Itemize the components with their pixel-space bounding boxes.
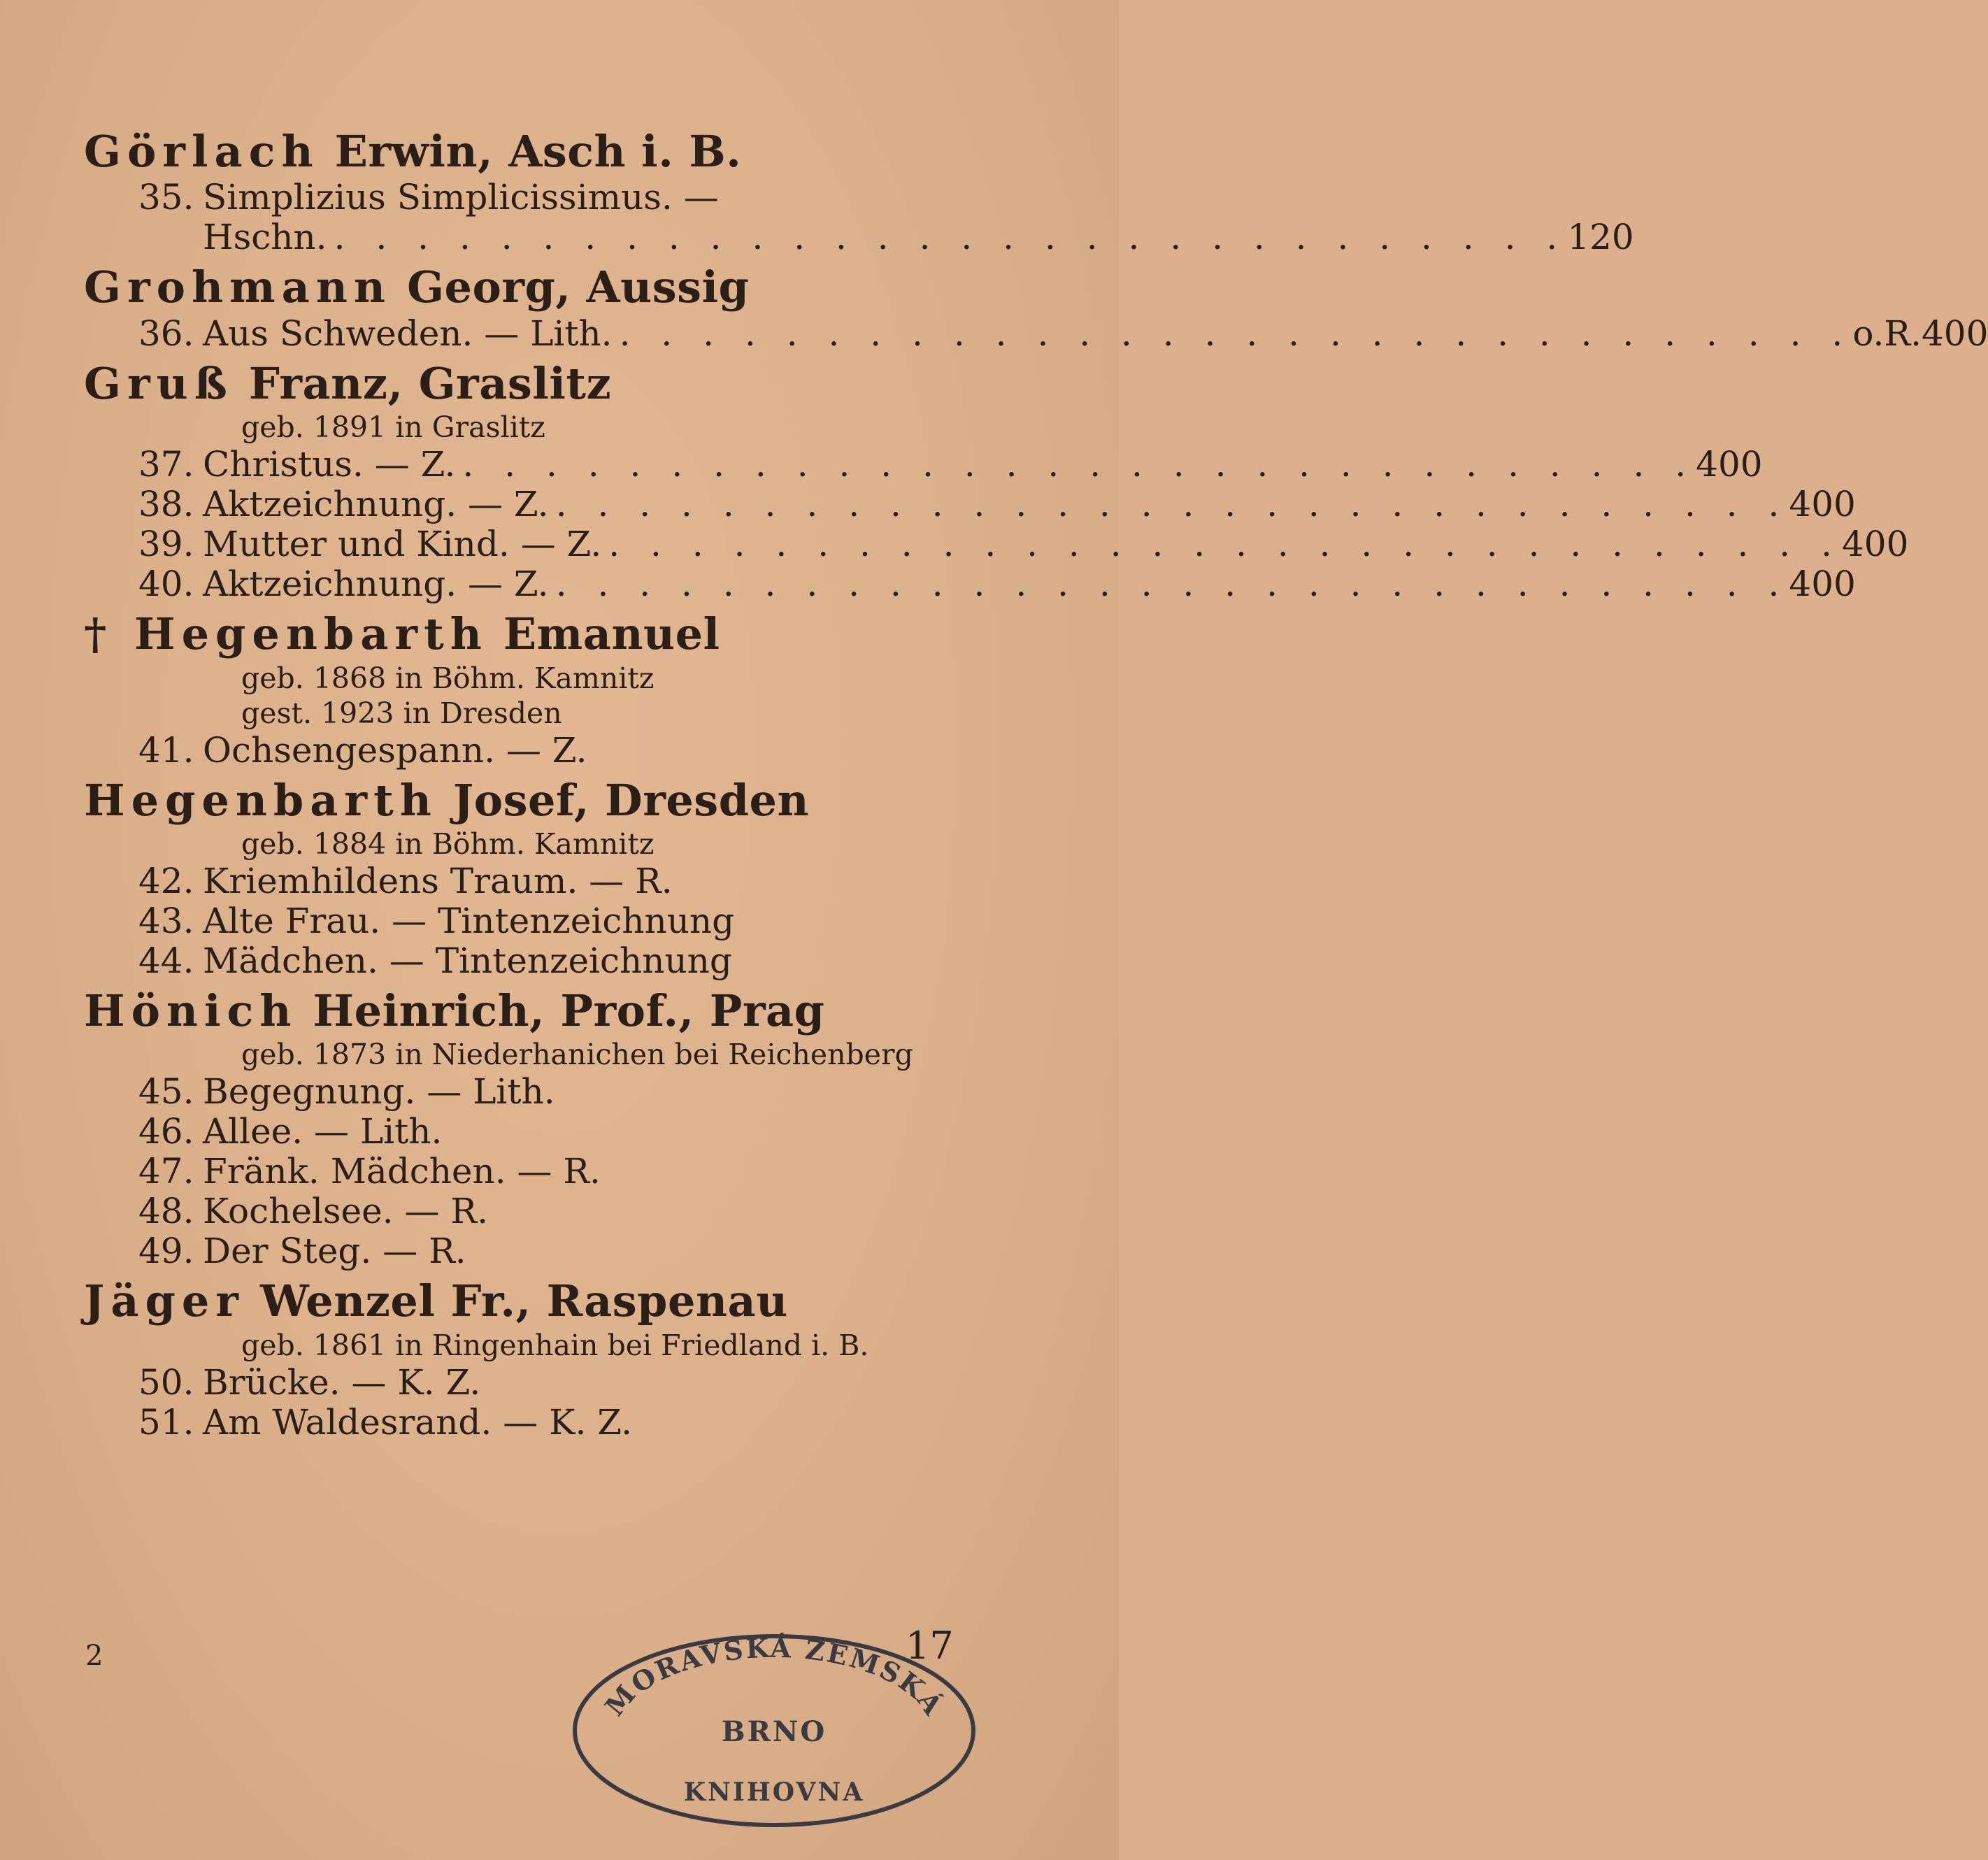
artist-heading xyxy=(84,775,944,827)
entry-number: 39. xyxy=(138,524,194,565)
catalog-entry xyxy=(138,941,944,981)
artist-bio-line: gest. 1923 in Dresden xyxy=(241,696,562,730)
artist-heading xyxy=(84,126,944,178)
artist-name-place: Heinrich, Prof., Prag xyxy=(313,985,825,1037)
entry-number: 45. xyxy=(138,1071,194,1113)
entry-title: Ochsengespann. — Z. xyxy=(203,729,587,771)
dot-leader: . . . . . . . . . . . . . . . . . . . . . . . . . . . . . . xyxy=(555,564,1789,605)
entry-title: Mutter und Kind. — Z. xyxy=(203,524,602,565)
entry-title: Simplizius Simplicissimus. — xyxy=(203,177,719,218)
catalog-entry xyxy=(138,731,944,771)
entry-title: Fränk. Mädchen. — R. xyxy=(203,1151,601,1192)
entry-title: Mädchen. — Tintenzeichnung xyxy=(203,940,732,982)
entry-number: 44. xyxy=(138,940,194,982)
entry-title: Christus. — Z. xyxy=(203,444,456,485)
dot-leader: . . . . . . . . . . . . . . . . . . . . . . . . . . . . . . xyxy=(462,444,1696,485)
entry-title: Aus Schweden. — Lith. xyxy=(203,313,613,354)
catalog-entry xyxy=(138,313,1988,354)
artist-surname: Hegenbarth xyxy=(84,774,438,826)
artist-bio-line: geb. 1868 in Böhm. Kamnitz xyxy=(241,661,655,695)
catalog-entry xyxy=(138,524,1909,565)
entry-number: 49. xyxy=(138,1231,194,1272)
entry-title: Begegnung. — Lith. xyxy=(203,1071,555,1113)
entry-number: 43. xyxy=(138,901,194,942)
dot-leader: . . . . . . . . . . . . . . . . . . . . . . . . . . . . . . xyxy=(608,524,1842,565)
entry-number: 35. xyxy=(138,177,194,218)
catalog-entry xyxy=(203,217,1634,258)
artist-surname: Gruß xyxy=(84,357,234,409)
entry-price: 400 xyxy=(1842,524,1909,565)
artist-surname: † Hegenbarth xyxy=(84,608,488,660)
artist-bio-line: geb. 1861 in Ringenhain bei Friedland i. B. xyxy=(241,1328,869,1362)
catalog-entry xyxy=(138,484,1856,525)
entry-number: 38. xyxy=(138,484,194,525)
artist-bio-line: geb. 1873 in Niederhanichen bei Reichenberg xyxy=(241,1038,913,1072)
artist-heading xyxy=(84,262,944,313)
artist-surname: Jäger xyxy=(84,1275,245,1327)
page-number: 17 xyxy=(906,1624,954,1668)
entry-number: 41. xyxy=(138,729,194,771)
catalog-entry xyxy=(138,1192,944,1231)
catalog-entry xyxy=(138,444,1763,485)
entry-number: 46. xyxy=(138,1111,194,1152)
signature-mark: 2 xyxy=(85,1640,103,1672)
artist-bio-line: geb. 1884 in Böhm. Kamnitz xyxy=(241,827,655,861)
catalog-entry xyxy=(138,1231,944,1271)
stamp-top-text: MORAVSKÁ ZEMSKÁ xyxy=(599,1631,950,1722)
catalog-entry xyxy=(138,901,944,941)
entry-number: 50. xyxy=(138,1361,194,1403)
entry-number: 37. xyxy=(138,444,194,485)
stamp-bottom-text: KNIHOVNA xyxy=(683,1777,865,1807)
entry-title: Aktzeichnung. — Z. xyxy=(203,564,549,605)
stamp-middle-text: BRNO xyxy=(721,1715,827,1748)
dot-leader: . . . . . . . . . . . . . . . . . . . . . . . . . . . . . . xyxy=(555,484,1789,525)
artist-name-place: Georg, Aussig xyxy=(407,262,750,313)
artist-bio-line: geb. 1891 in Graslitz xyxy=(241,410,545,445)
dot-leader: . . . . . . . . . . . . . . . . . . . . . . . . . . . . . . xyxy=(334,217,1568,258)
artist-name-place: Emanuel xyxy=(503,608,720,660)
entry-price: 400 xyxy=(1789,484,1856,525)
artist-heading xyxy=(84,358,944,410)
entry-title: Aktzeichnung. — Z. xyxy=(203,484,549,525)
artist-name-place: Wenzel Fr., Raspenau xyxy=(260,1275,788,1327)
artist-heading xyxy=(84,1275,944,1327)
entry-title: Brücke. — K. Z. xyxy=(203,1361,481,1403)
entry-price: 400 xyxy=(1696,444,1763,485)
artist-surname: Grohmann xyxy=(84,262,392,313)
catalog-entry xyxy=(138,564,1856,605)
dot-leader: . . . . . . . . . . . . . . . . . . . . . . . . . . . . . . xyxy=(619,313,1853,354)
catalog-entry xyxy=(138,1363,944,1403)
catalog-entry xyxy=(138,861,944,901)
entry-number: 47. xyxy=(138,1151,194,1192)
entry-title: Am Waldesrand. — K. Z. xyxy=(203,1401,633,1443)
artist-surname: Hönich xyxy=(84,985,298,1037)
entry-title: Kriemhildens Traum. — R. xyxy=(203,861,673,902)
artist-name-place: Josef, Dresden xyxy=(452,774,810,826)
catalog-entry xyxy=(138,1112,944,1152)
library-stamp xyxy=(568,1629,980,1832)
catalog-entry xyxy=(138,178,944,217)
catalog-content xyxy=(84,126,1988,1447)
entry-title: Allee. — Lith. xyxy=(203,1111,443,1152)
entry-title: Alte Frau. — Tintenzeichnung xyxy=(203,901,735,942)
entry-price: 120 xyxy=(1567,217,1634,258)
entry-price: 400 xyxy=(1789,564,1856,605)
entry-number: 51. xyxy=(138,1401,194,1443)
entry-number: 40. xyxy=(138,564,194,605)
catalog-entry xyxy=(138,1072,944,1112)
entry-title: Hschn. xyxy=(203,217,327,258)
artist-heading xyxy=(84,985,944,1037)
entry-number: 36. xyxy=(138,313,194,354)
entry-number: 48. xyxy=(138,1191,194,1232)
entry-price: o.R.400 xyxy=(1852,313,1988,354)
catalog-entry xyxy=(138,1403,944,1443)
artist-name-place: Franz, Graslitz xyxy=(248,357,612,409)
catalog-entry xyxy=(138,1152,944,1192)
entry-title: Der Steg. — R. xyxy=(203,1231,466,1272)
entry-number: 42. xyxy=(138,861,194,902)
artist-surname: Görlach xyxy=(84,126,320,177)
artist-name-place: Erwin, Asch i. B. xyxy=(334,126,742,177)
entry-title: Kochelsee. — R. xyxy=(203,1191,488,1232)
artist-heading xyxy=(84,608,944,660)
